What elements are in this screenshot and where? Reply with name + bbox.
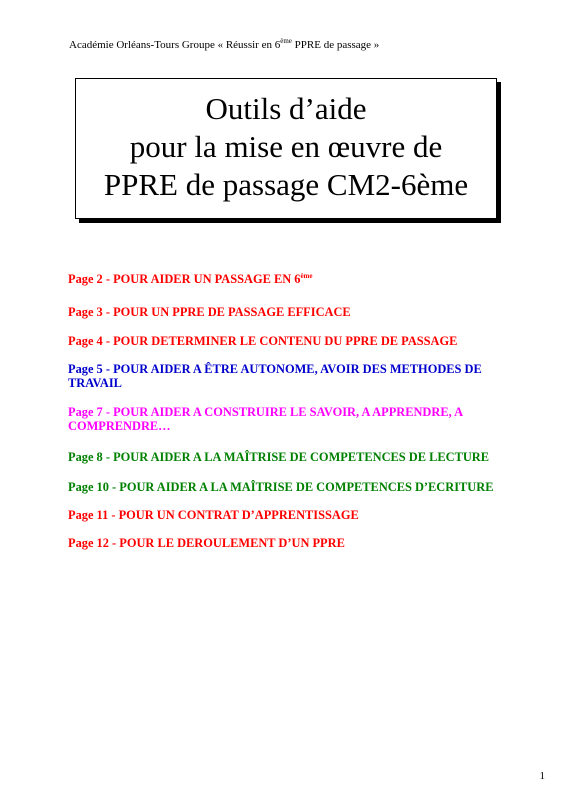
header-text-start: Académie Orléans-Tours Groupe « Réussir en 6 <box>69 39 281 51</box>
title-line-3: PPRE de passage CM2-6ème <box>103 166 469 202</box>
header-superscript: ème <box>280 37 292 45</box>
toc-item-page-10: Page 10 - POUR AIDER A LA MAÎTRISE DE COMPETENCES D’ECRITURE <box>68 480 494 494</box>
toc-item-label: Page 2 - POUR AIDER UN PASSAGE EN 6 <box>68 272 301 286</box>
toc-item-page-2 <box>68 272 538 286</box>
toc-item-page-8: Page 8 - POUR AIDER A LA MAÎTRISE DE COMPETENCES DE LECTURE <box>68 450 489 464</box>
toc-item-page-11: Page 11 - POUR UN CONTRAT D’APPRENTISSAGE <box>68 508 359 522</box>
header-text-end: PPRE de passage » <box>291 39 380 51</box>
page-number: 1 <box>539 770 545 782</box>
toc-item-page-3: Page 3 - POUR UN PPRE DE PASSAGE EFFICACE <box>68 305 351 319</box>
title-line-2: pour la mise en œuvre de <box>129 128 443 164</box>
toc-item-page-7: Page 7 - POUR AIDER A CONSTRUIRE LE SAVOIR, A APPRENDRE, A COMPRENDRE… <box>68 405 463 433</box>
title-line-1: Outils d’aide <box>205 90 367 126</box>
toc-item-superscript: ème <box>300 272 313 280</box>
toc-item-page-4: Page 4 - POUR DETERMINER LE CONTENU DU PPRE DE PASSAGE <box>68 334 458 348</box>
toc-item-page-12: Page 12 - POUR LE DEROULEMENT D’UN PPRE <box>68 536 345 550</box>
title-box <box>75 78 497 219</box>
document-header <box>69 38 379 52</box>
toc-item-page-5: Page 5 - POUR AIDER A ÊTRE AUTONOME, AVOIR DES METHODES DE TRAVAIL <box>68 362 482 390</box>
